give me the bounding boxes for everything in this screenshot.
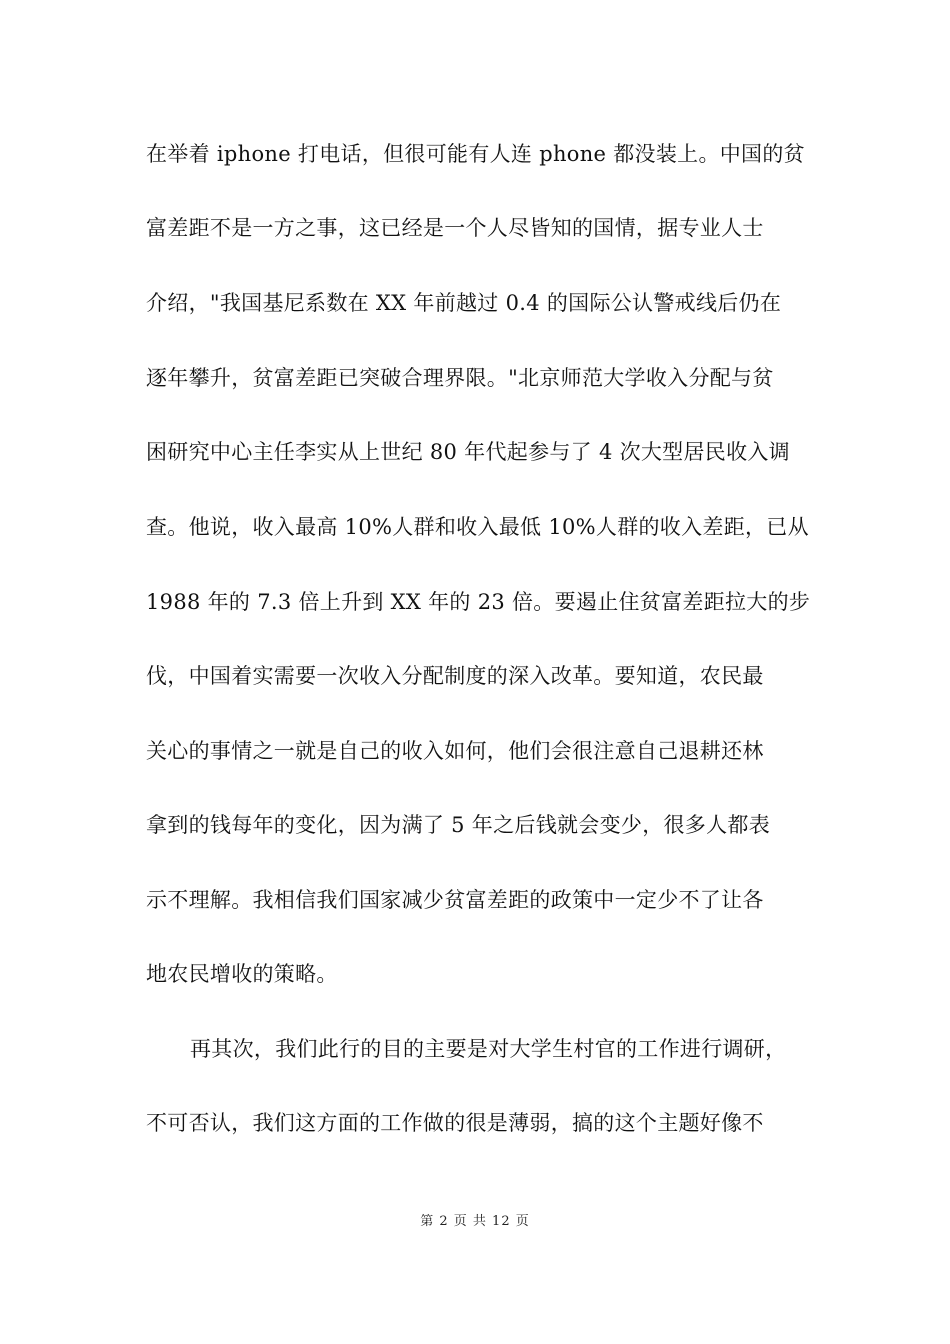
text-line: 示不理解。我相信我们国家减少贫富差距的政策中一定少不了让各 [146, 888, 764, 912]
text-line: 困研究中心主任李实从上世纪 80 年代起参与了 4 次大型居民收入调 [146, 440, 790, 464]
text-line: 地农民增收的策略。 [146, 962, 338, 986]
text-line: 伐，中国着实需要一次收入分配制度的深入改革。要知道，农民最 [146, 664, 764, 688]
text-line: 富差距不是一方之事，这已经是一个人尽皆知的国情，据专业人士 [146, 216, 764, 240]
text-line: 1988 年的 7.3 倍上升到 XX 年的 23 倍。要遏止住贫富差距拉大的步 [146, 590, 811, 614]
text-line: 拿到的钱每年的变化，因为满了 5 年之后钱就会变少，很多人都表 [146, 813, 771, 837]
text-line: 关心的事情之一就是自己的收入如何，他们会很注意自己退耕还林 [146, 739, 764, 763]
text-line: 查。他说，收入最高 10%人群和收入最低 10%人群的收入差距，已从 [146, 515, 809, 539]
text-line: 不可否认，我们这方面的工作做的很是薄弱，搞的这个主题好像不 [146, 1111, 764, 1135]
page-footer: 第 2 页 共 12 页 [420, 1214, 530, 1229]
text-line: 逐年攀升，贫富差距已突破合理界限。"北京师范大学收入分配与贫 [146, 366, 774, 390]
paragraph-first-line: 再其次，我们此行的目的主要是对大学生村官的工作进行调研， [190, 1037, 787, 1061]
text-line: 在举着 iphone 打电话，但很可能有人连 phone 都没装上。中国的贫 [146, 142, 805, 166]
text-line: 介绍，"我国基尼系数在 XX 年前越过 0.4 的国际公认警戒线后仍在 [146, 291, 782, 315]
